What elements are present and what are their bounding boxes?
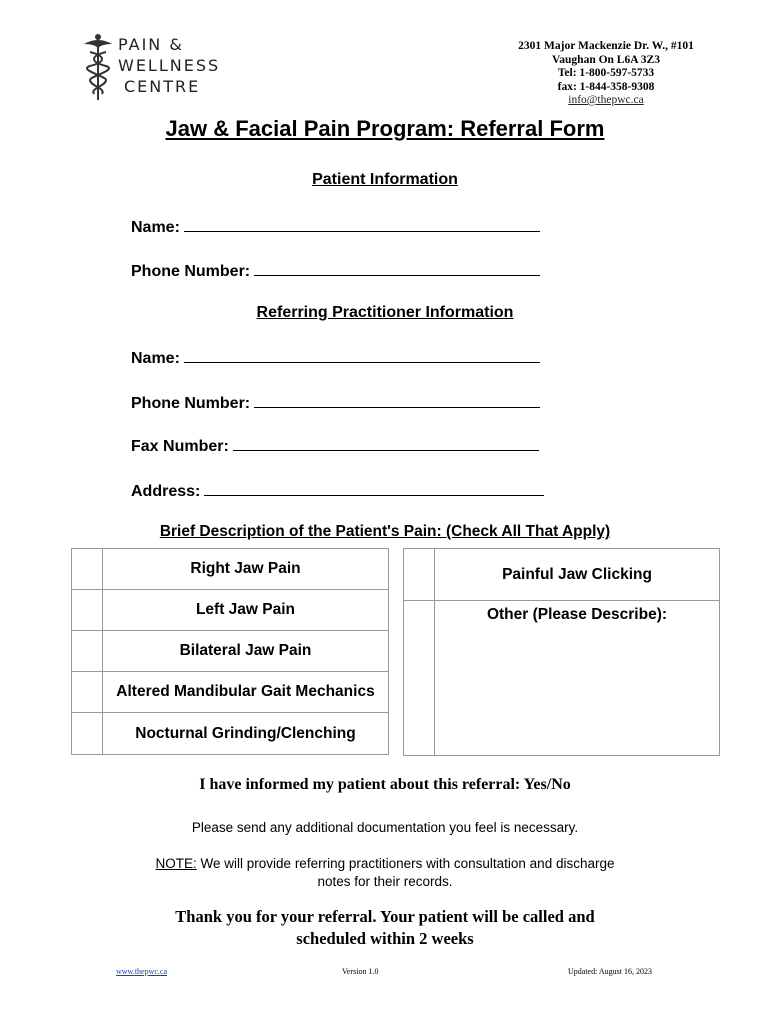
practitioner-address-label: Address: — [131, 483, 201, 500]
practitioner-fax-field[interactable] — [131, 436, 539, 456]
option-label: Right Jaw Pain — [103, 549, 389, 590]
note-body-2: notes for their records. — [317, 874, 453, 889]
page-title: Jaw & Facial Pain Program: Referral Form — [165, 116, 605, 141]
send-documentation-text: Please send any additional documentation you feel is necessary. — [191, 820, 579, 835]
logo-line3: CENTRE — [124, 77, 201, 96]
option-label: Nocturnal Grinding/Clenching — [103, 713, 389, 755]
logo-line2: WELLNESS — [118, 56, 221, 75]
address-tel: Tel: 1-800-597-5733 — [557, 67, 655, 79]
pain-options-left-table — [71, 548, 389, 755]
address-block — [486, 40, 726, 108]
table-row — [404, 601, 720, 756]
option-label: Altered Mandibular Gait Mechanics — [103, 672, 389, 713]
practitioner-address-line[interactable] — [204, 481, 544, 496]
pain-description-heading: Brief Description of the Patient's Pain: (Check All That Apply) — [159, 523, 611, 540]
address-city: Vaughan On L6A 3Z3 — [552, 53, 660, 66]
patient-info-heading: Patient Information — [312, 171, 458, 188]
right-jaw-pain-checkbox[interactable] — [72, 549, 103, 590]
practitioner-name-line[interactable] — [184, 348, 540, 363]
bilateral-jaw-pain-checkbox[interactable] — [72, 631, 103, 672]
thank-you-line1: Thank you for your referral. Your patient will be called and — [175, 907, 595, 926]
option-label: Left Jaw Pain — [103, 590, 389, 631]
painful-jaw-clicking-checkbox[interactable] — [404, 549, 435, 601]
table-row — [72, 590, 389, 631]
table-row — [404, 549, 720, 601]
table-row — [72, 713, 389, 755]
practitioner-name-field[interactable] — [131, 348, 540, 368]
patient-name-label: Name: — [131, 219, 180, 236]
patient-phone-field[interactable] — [131, 261, 540, 281]
note-text — [0, 855, 770, 891]
practitioner-name-label: Name: — [131, 350, 180, 367]
practitioner-fax-line[interactable] — [233, 436, 539, 451]
practitioner-phone-label: Phone Number: — [131, 395, 251, 412]
note-label: NOTE: — [155, 856, 197, 871]
table-row — [72, 631, 389, 672]
table-row — [72, 549, 389, 590]
practitioner-fax-label: Fax Number: — [131, 438, 229, 455]
caduceus-icon — [80, 32, 116, 102]
nocturnal-grinding-checkbox[interactable] — [72, 713, 103, 755]
practitioner-phone-line[interactable] — [254, 393, 540, 408]
address-email-link[interactable]: info@thepwc.ca — [568, 94, 644, 106]
option-label: Other (Please Describe): — [435, 601, 720, 756]
footer-website-link[interactable]: www.thepwc.ca — [116, 967, 168, 976]
thank-you-line2: scheduled within 2 weeks — [296, 929, 474, 948]
table-row — [72, 672, 389, 713]
practitioner-info-heading: Referring Practitioner Information — [256, 304, 514, 321]
patient-phone-label: Phone Number: — [131, 263, 251, 280]
other-checkbox[interactable] — [404, 601, 435, 756]
address-street: 2301 Major Mackenzie Dr. W., #101 — [518, 40, 694, 52]
option-label: Bilateral Jaw Pain — [103, 631, 389, 672]
address-fax: fax: 1-844-358-9308 — [557, 80, 655, 93]
practitioner-phone-field[interactable] — [131, 393, 540, 413]
informed-patient-statement: I have informed my patient about this referral: Yes/No — [199, 776, 571, 793]
logo-line1: PAIN & — [118, 35, 184, 54]
patient-phone-line[interactable] — [254, 261, 540, 276]
patient-name-line[interactable] — [184, 217, 540, 232]
pain-options-right-table — [403, 548, 720, 756]
left-jaw-pain-checkbox[interactable] — [72, 590, 103, 631]
practitioner-address-field[interactable] — [131, 481, 544, 501]
footer-version: Version 1.0 — [342, 967, 379, 976]
altered-mandibular-gait-checkbox[interactable] — [72, 672, 103, 713]
logo — [80, 32, 230, 102]
patient-name-field[interactable] — [131, 217, 540, 237]
note-body: We will provide referring practitioners with consultation and discharge — [196, 856, 615, 871]
option-label: Painful Jaw Clicking — [435, 549, 720, 601]
thank-you-message — [0, 906, 770, 950]
footer-updated: Updated: August 16, 2023 — [568, 967, 652, 976]
